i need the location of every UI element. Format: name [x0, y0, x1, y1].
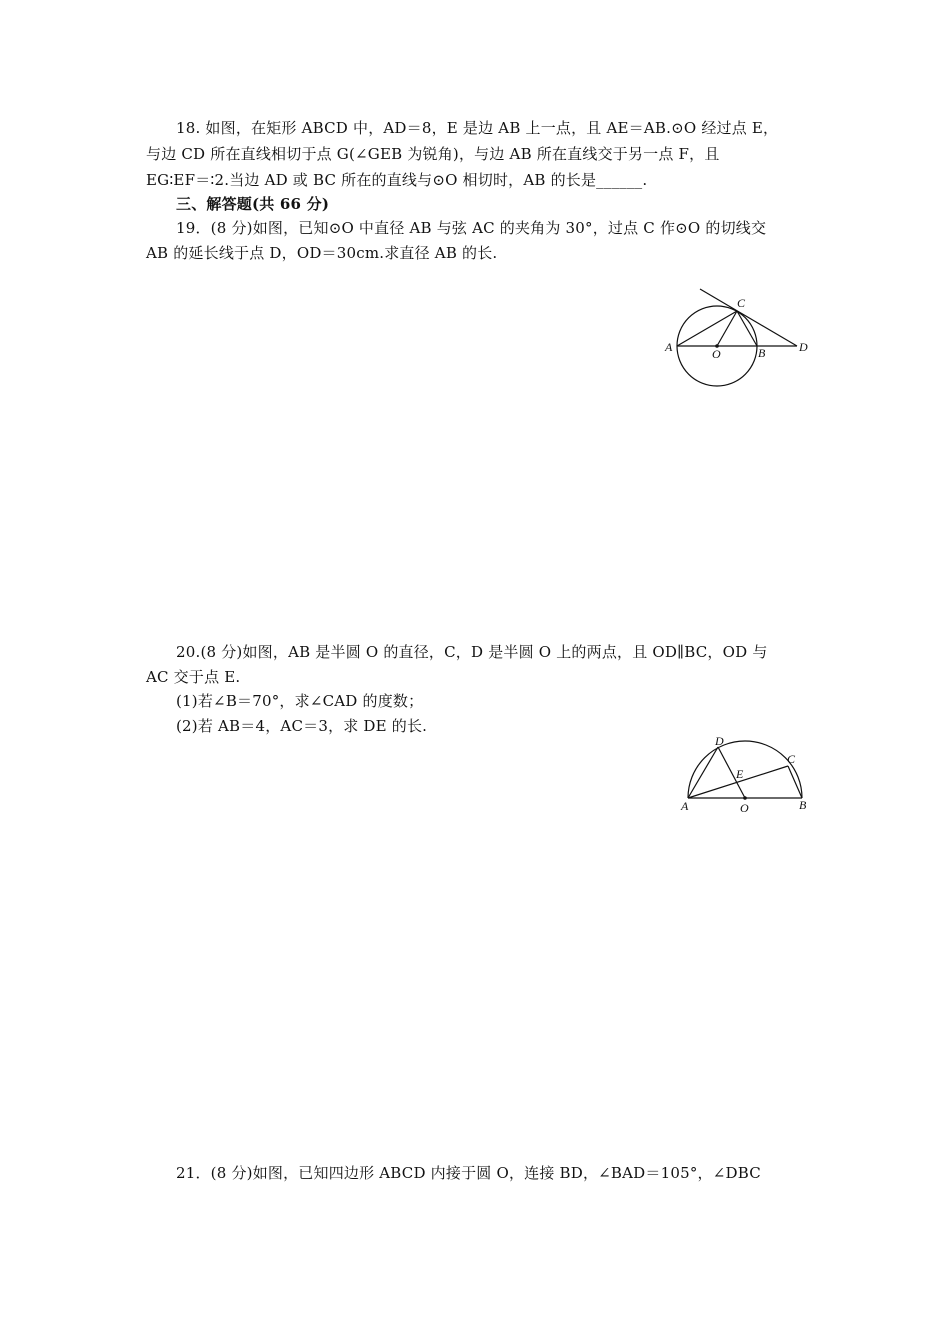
q20-part-2: (2)若 AB＝4，AC＝3，求 DE 的长.: [176, 717, 428, 735]
q19-tangent: [700, 289, 797, 346]
q19-label-o: O: [712, 347, 721, 361]
q18-line-3: EG∶EF＝∶2.当边 AD 或 BC 所在的直线与⊙O 相切时，AB 的长是______.: [146, 171, 648, 189]
q19-label-d: D: [799, 340, 808, 354]
q19-line-2: AB 的延长线于点 D，OD＝30cm.求直径 AB 的长.: [146, 244, 498, 262]
q20-label-d: D: [715, 734, 724, 748]
q21-line-1: 21．(8 分)如图，已知四边形 ABCD 内接于圆 O，连接 BD，∠BAD＝105°，∠DBC: [176, 1164, 761, 1182]
q20-label-e: E: [736, 767, 744, 781]
q20-figure: [670, 732, 820, 817]
q20-center-dot: [743, 796, 747, 800]
q20-label-b: B: [799, 798, 807, 812]
q19-label-b: B: [758, 346, 766, 360]
q20-label-c: C: [787, 752, 796, 766]
q19-label-a: A: [665, 340, 673, 354]
q19-line-1: 19．(8 分)如图，已知⊙O 中直径 AB 与弦 AC 的夹角为 30°，过点 C 作⊙O 的切线交: [176, 219, 767, 237]
q20-label-a: A: [681, 799, 689, 813]
q19-chord-ac: [677, 311, 737, 346]
q18-line-2: 与边 CD 所在直线相切于点 G(∠GEB 为锐角)，与边 AB 所在直线交于另一点 F，且: [146, 145, 720, 163]
q18-line-1: 18. 如图，在矩形 ABCD 中，AD＝8，E 是边 AB 上一点，且 AE＝AB.⊙O 经过点 E，: [176, 119, 779, 137]
q20-label-o: O: [740, 801, 749, 815]
section-title: 三、解答题(共 66 分): [176, 195, 330, 213]
q19-label-c: C: [737, 296, 746, 310]
q20-line-1: 20.(8 分)如图，AB 是半圆 O 的直径，C，D 是半圆 O 上的两点，且 OD∥BC，OD 与: [176, 643, 768, 661]
q20-part-1: (1)若∠B＝70°，求∠CAD 的度数；: [176, 692, 424, 710]
q20-line-2: AC 交于点 E.: [146, 668, 241, 686]
q19-figure: [660, 285, 820, 390]
